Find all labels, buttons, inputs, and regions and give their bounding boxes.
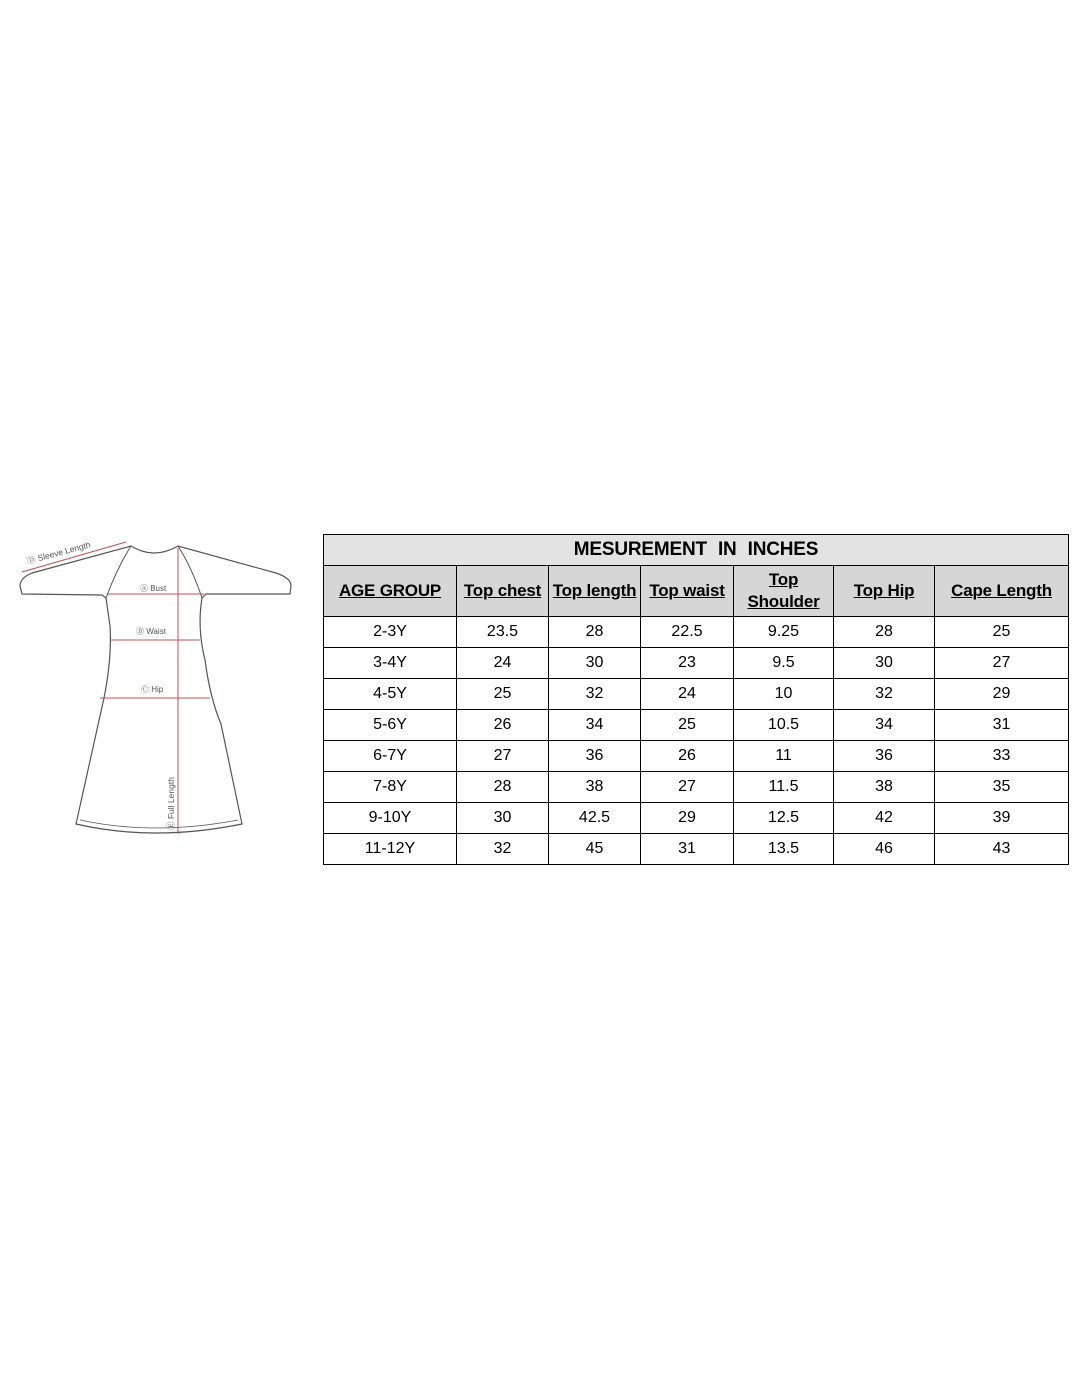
measurement-cell: 22.5 [641, 617, 734, 648]
header-top-waist: Top waist [641, 566, 734, 617]
waist-label: Ⓑ Waist [136, 627, 166, 636]
age-group-cell: 3-4Y [324, 648, 457, 679]
measurement-cell: 26 [457, 710, 549, 741]
table-header-row [324, 566, 1069, 617]
measurement-cell: 28 [834, 617, 935, 648]
table-title: MESUREMENT IN INCHES [324, 535, 1069, 566]
measurement-cell: 11 [734, 741, 834, 772]
header-top-hip: Top Hip [834, 566, 935, 617]
table-row [324, 648, 1069, 679]
measurement-cell: 10 [734, 679, 834, 710]
hip-label: Ⓒ Hip [141, 685, 164, 694]
age-group-cell: 6-7Y [324, 741, 457, 772]
header-top-shoulder: Top Shoulder [734, 566, 834, 617]
measurement-cell: 31 [935, 710, 1069, 741]
measurement-cell: 13.5 [734, 834, 834, 865]
measurement-cell: 9.5 [734, 648, 834, 679]
full-length-label: Ⓔ Full Length [166, 777, 176, 830]
measurement-cell: 42.5 [549, 803, 641, 834]
measurement-cell: 34 [549, 710, 641, 741]
measurement-cell: 29 [641, 803, 734, 834]
measurement-cell: 24 [641, 679, 734, 710]
measurement-cell: 12.5 [734, 803, 834, 834]
measurement-cell: 23.5 [457, 617, 549, 648]
age-group-cell: 4-5Y [324, 679, 457, 710]
measurement-cell: 32 [834, 679, 935, 710]
bust-label: Ⓐ Bust [140, 584, 167, 593]
table-row [324, 772, 1069, 803]
measurement-cell: 23 [641, 648, 734, 679]
table-row [324, 834, 1069, 865]
age-group-cell: 11-12Y [324, 834, 457, 865]
measurement-cell: 38 [834, 772, 935, 803]
measurement-cell: 28 [457, 772, 549, 803]
measurement-cell: 34 [834, 710, 935, 741]
measurement-cell: 29 [935, 679, 1069, 710]
table-body [324, 617, 1069, 865]
age-group-cell: 5-6Y [324, 710, 457, 741]
measurement-cell: 36 [549, 741, 641, 772]
measurement-cell: 39 [935, 803, 1069, 834]
measurement-cell: 35 [935, 772, 1069, 803]
table-row [324, 679, 1069, 710]
table-row [324, 710, 1069, 741]
age-group-cell: 2-3Y [324, 617, 457, 648]
measurement-cell: 31 [641, 834, 734, 865]
measurement-cell: 27 [641, 772, 734, 803]
header-top-chest: Top chest [457, 566, 549, 617]
size-chart-table [323, 534, 1069, 865]
age-group-cell: 7-8Y [324, 772, 457, 803]
table-row [324, 741, 1069, 772]
measurement-cell: 25 [457, 679, 549, 710]
measurement-cell: 26 [641, 741, 734, 772]
measurement-cell: 25 [935, 617, 1069, 648]
measurement-cell: 42 [834, 803, 935, 834]
header-age-group: AGE GROUP [324, 566, 457, 617]
age-group-cell: 9-10Y [324, 803, 457, 834]
measurement-cell: 11.5 [734, 772, 834, 803]
measurement-cell: 27 [457, 741, 549, 772]
dress-measurement-diagram [14, 528, 298, 848]
measurement-cell: 38 [549, 772, 641, 803]
measurement-cell: 25 [641, 710, 734, 741]
measurement-cell: 45 [549, 834, 641, 865]
measurement-cell: 33 [935, 741, 1069, 772]
measurement-cell: 30 [457, 803, 549, 834]
measurement-cell: 30 [549, 648, 641, 679]
measurement-cell: 24 [457, 648, 549, 679]
measurement-cell: 32 [549, 679, 641, 710]
measurement-cell: 30 [834, 648, 935, 679]
table-title-row [324, 535, 1069, 566]
table-row [324, 803, 1069, 834]
measurement-cell: 9.25 [734, 617, 834, 648]
measurement-cell: 27 [935, 648, 1069, 679]
measurement-cell: 10.5 [734, 710, 834, 741]
measurement-cell: 32 [457, 834, 549, 865]
measurement-cell: 36 [834, 741, 935, 772]
header-cape-length: Cape Length [935, 566, 1069, 617]
header-top-length: Top length [549, 566, 641, 617]
table-row [324, 617, 1069, 648]
measurement-cell: 28 [549, 617, 641, 648]
sleeve-label: Ⓓ Sleeve Length [25, 539, 92, 566]
measurement-cell: 46 [834, 834, 935, 865]
measurement-cell: 43 [935, 834, 1069, 865]
